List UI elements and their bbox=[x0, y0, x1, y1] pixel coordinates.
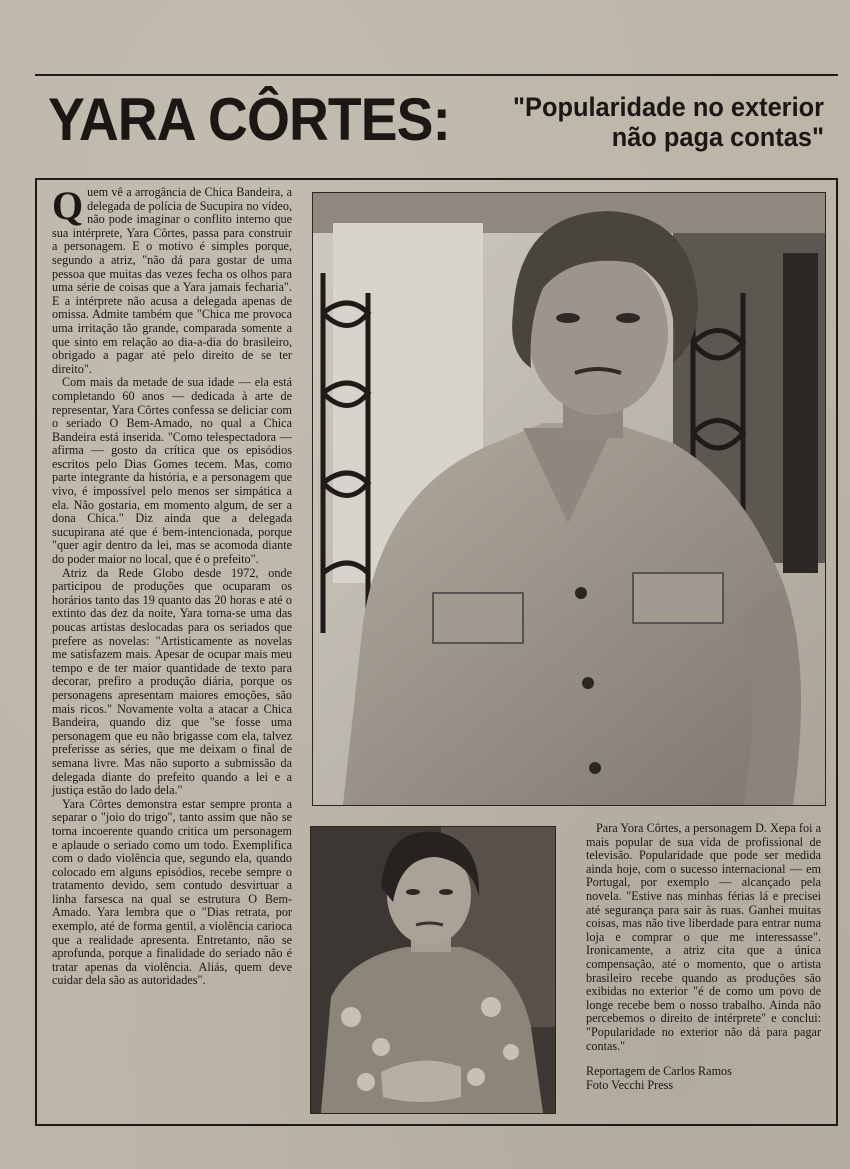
secondary-portrait-photo bbox=[310, 826, 556, 1114]
headline: YARA CÔRTES: bbox=[48, 86, 450, 153]
sidebar-text bbox=[586, 822, 821, 1092]
main-portrait-photo bbox=[312, 192, 826, 806]
article-paragraph: Com mais da metade de sua idade — ela está completando 60 anos — dedicada à arte de representar, Yara Côrtes confessa se deliciar com o seriado O Bem-Amado, no qual a Chica Bandeira está inserida. "Como telespectadora — afirma — gosto da crítica que os episódios escritos pelo Dias Gomes tecem. Mas, como parte integrante da história, e a personagem que vivo, é impossível pelo menos ser simpática a ela. Não gostaria, em momento algum, de ser a dona Chica." Diz ainda que a delegada sucupirana até que é bem-intencionada, porque "quer agir dentro da lei, mas se acomoda diante do poder maior no local, que é o prefeito". bbox=[52, 375, 292, 567]
credit-report: Reportagem de Carlos Ramos bbox=[586, 1064, 732, 1079]
article-paragraph: Quem vê a arrogância de Chica Bandeira, a delegada de polícia de Sucupira no vídeo, não pode imaginar o conflito interno que sua intérprete, Yara Côrtes, passa para construir a personagem. E o motivo é simples porque, segundo a atriz, "não dá para gostar de uma pessoa que muitas das vezes fecha os olhos para uma série de coisas que a Yara jamais fecharia". E a intérprete não acusa a delegada apenas de omissa. Admite também que "Chica me provoca uma irritação tão grande, comparada somente a que sinto em relação ao dia-a-dia do brasileiro, obrigado a pagar até pelo direito de se ter direito". bbox=[52, 183, 292, 376]
secondary-photo-illustration bbox=[311, 827, 555, 1113]
article-paragraph: Atriz da Rede Globo desde 1972, onde participou de produções que ocuparam os horários tanto das 19 quanto das 20 horas e até o extinto das dez da noite, Yara torna-se uma das poucas artistas deslocadas para os seriados que prefere as novelas: "Artisticamente as novelas me satisfazem mais. Apesar de ocupar mais meu tempo e de ter maior quantidade de texto para decorar, prefiro a produção diária, porque os personagens apresentam maiores emoções, são mais ricos." Novamente volta a atacar a Chica Bandeira, quando diz que "se fosse uma personagem que eu não brigasse com ela, talvez preferisse as séries, que me deixam o final de semana livre. Mas não suporto a submissão da delegada diante do prefeito quando a lei e a justiça estão do lado dela." bbox=[52, 565, 292, 798]
article-paragraph: Yara Côrtes demonstra estar sempre pronta a separar o "joio do trigo", tanto assim que não se torna incoerente quando critica um personagem e aplaude o seriado como um todo. Exemplifica com o dado violência que, segundo ela, quando colocado em alguns episódios, recebe sempre o tratamento devido, sem contudo desvirtuar a linha farsesca na qual se estrutura O Bem-Amado. Yara lembra que o "Dias retrata, por exemplo, até de forma gentil, a violência carioca que a realidade apresenta. Entretanto, não se aprofunda, porque a finalidade do seriado não é tratar apenas da violência. Aliás, quem deve cuidar dela são as autoridades". bbox=[52, 796, 292, 988]
top-rule bbox=[35, 74, 838, 76]
sidebar-paragraph: Para Yora Côrtes, a personagem D. Xepa foi a mais popular de sua vida de profissional de televisão. Popularidade que pode ser medida ainda hoje, com o sucesso internacional — em Portugal, por exemplo — alcançado pela novela. "Estive nas minhas férias lá e precisei até segurança para sair às ruas. Ganhei muitas coisas, mas não tive liberdade para entrar numa loja e comprar o que me interessasse". Ironicamente, a atriz cita que a única compensação, até o momento, que o artista brasileiro recebe quando as produções são exibidas no exterior "é de como um povo de longe recebe bem o nosso trabalho. Ainda não percebemos o direito de intérprete" e conclui: "Popularidade no exterior não dá para pagar contas." bbox=[586, 821, 821, 1053]
main-photo-illustration bbox=[313, 193, 825, 805]
credits bbox=[586, 1065, 821, 1092]
article-body bbox=[52, 183, 292, 988]
subhead-quote: "Popularidade no exterior não paga contas" bbox=[512, 92, 824, 152]
drop-cap: Q bbox=[52, 183, 84, 228]
credit-photo: Foto Vecchi Press bbox=[586, 1077, 674, 1092]
